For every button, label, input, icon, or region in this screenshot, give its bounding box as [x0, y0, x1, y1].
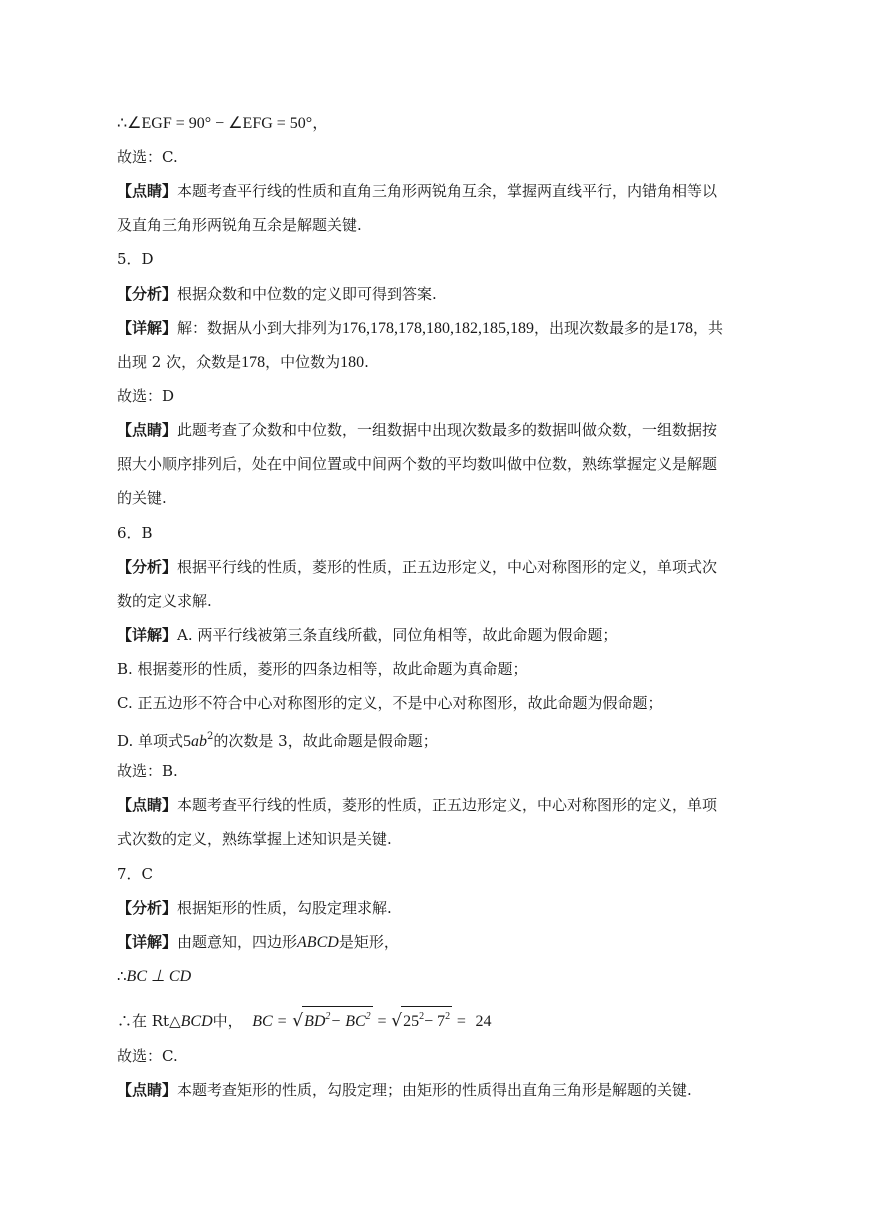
- equation-line: [117, 1006, 747, 1032]
- section-tag: 【详解】: [117, 626, 178, 644]
- sqrt-icon: √: [292, 1011, 304, 1031]
- comment-line: [117, 1080, 747, 1100]
- paragraph-text: A. 两平行线被第三条直线所截，同位角相等，故此命题为假命题；: [177, 626, 618, 644]
- exponent: 2: [419, 1011, 425, 1022]
- section-tag: 【分析】: [117, 558, 178, 576]
- triangle-name: BCD: [180, 1013, 213, 1030]
- detail-line: [117, 727, 747, 752]
- paragraph-text: 此题考查了众数和中位数，一组数据中出现次数最多的数据叫做众数，一组数据按: [177, 421, 718, 439]
- radicand: [401, 1006, 452, 1032]
- paragraph-text: 的关键.: [117, 489, 167, 507]
- analysis-line: [117, 557, 747, 577]
- detail-line: [117, 625, 747, 645]
- variable: ab: [191, 733, 208, 750]
- sqrt-icon: √: [391, 1011, 403, 1031]
- section-tag: 【详解】: [117, 933, 178, 951]
- paragraph-text: ，共: [693, 319, 724, 337]
- term: 25: [403, 1013, 420, 1030]
- paragraph-text: 本题考查平行线的性质，菱形的性质，正五边形定义，中心对称图形的定义，单项: [177, 796, 718, 814]
- term: BD: [304, 1013, 326, 1030]
- answer-line: 故选：C.: [117, 1047, 178, 1065]
- paragraph-text: 数的定义求解.: [117, 592, 212, 610]
- coefficient: 5: [183, 733, 192, 750]
- equation-text: ∴∠EGF = 90° − ∠EFG = 50°，: [117, 115, 329, 132]
- paragraph-text: 本题考查平行线的性质和直角三角形两锐角互余，掌握两直线平行，内错角相等以: [177, 182, 718, 200]
- paragraph-text: 由题意知，四边形: [177, 933, 298, 951]
- median-value: 180: [340, 354, 365, 371]
- section-tag: 【详解】: [117, 319, 178, 337]
- exponent: 2: [445, 1011, 451, 1022]
- paragraph-text: .: [364, 353, 369, 371]
- paragraph-text: 照大小顺序排列后，处在中间位置或中间两个数的平均数叫做中位数，熟练掌握定义是解题: [117, 455, 718, 473]
- question-number: 5．D: [117, 250, 154, 268]
- section-tag: 【点睛】: [117, 182, 178, 200]
- data-list: 176,178,178,180,182,185,189: [342, 320, 535, 337]
- therefore-symbol: ∴: [117, 967, 127, 985]
- section-tag: 【分析】: [117, 899, 178, 917]
- term: − BC: [330, 1013, 366, 1030]
- comment-line: [117, 420, 747, 440]
- paragraph-text: ，出现次数最多的是: [534, 319, 670, 337]
- paragraph-text: 是矩形，: [338, 933, 399, 951]
- comment-line: [117, 795, 747, 815]
- perpendicular-expression: BC ⊥ CD: [126, 968, 192, 985]
- equation-line: [117, 966, 747, 987]
- section-tag: 【点睛】: [117, 421, 178, 439]
- paragraph-text: 根据平行线的性质，菱形的性质，正五边形定义，中心对称图形的定义，单项式次: [177, 558, 718, 576]
- paragraph-text: 的次数是 3，故此命题是假命题；: [213, 732, 438, 750]
- value: 178: [669, 320, 694, 337]
- comment-line: [117, 181, 747, 201]
- question-number: 6．B: [117, 524, 153, 542]
- equals-sign: =: [377, 1013, 387, 1030]
- paragraph-text: 出现 2 次，众数是: [117, 353, 242, 371]
- answer-line: 故选：C.: [117, 148, 178, 166]
- paragraph-text: C. 正五边形不符合中心对称图形的定义，不是中心对称图形，故此命题为假命题；: [117, 694, 663, 712]
- paragraph-text: ∴在 Rt△: [117, 1012, 181, 1030]
- detail-line: [117, 352, 747, 373]
- section-tag: 【分析】: [117, 285, 178, 303]
- paragraph-text: B. 根据菱形的性质，菱形的四条边相等，故此命题为真命题；: [117, 660, 528, 678]
- section-tag: 【点睛】: [117, 796, 178, 814]
- exponent: 2: [325, 1011, 331, 1022]
- detail-line: [117, 932, 747, 953]
- equation-line: [117, 114, 747, 134]
- paragraph-text: 及直角三角形两锐角互余是解题关键.: [117, 216, 362, 234]
- paragraph-text: 解：数据从小到大排列为: [177, 319, 343, 337]
- result-value: 24: [475, 1013, 492, 1030]
- detail-line: [117, 318, 747, 339]
- analysis-line: [117, 284, 747, 304]
- mode-value: 178: [241, 354, 266, 371]
- analysis-line: [117, 898, 747, 918]
- answer-line: 故选：B.: [117, 762, 178, 780]
- term: − 7: [424, 1013, 446, 1030]
- paragraph-text: 本题考查矩形的性质，勾股定理；由矩形的性质得出直角三角形是解题的关键.: [177, 1081, 692, 1099]
- equation-lhs: BC =: [252, 1013, 288, 1030]
- equals-sign: =: [456, 1013, 466, 1030]
- answer-line: 故选：D: [117, 387, 175, 405]
- exponent: 2: [365, 1011, 371, 1022]
- paragraph-text: 中，: [212, 1012, 243, 1030]
- question-number: 7．C: [117, 865, 154, 883]
- paragraph-text: 根据众数和中位数的定义即可得到答案.: [177, 285, 437, 303]
- paragraph-text: ，中位数为: [265, 353, 341, 371]
- section-tag: 【点睛】: [117, 1081, 178, 1099]
- paragraph-text: 式次数的定义，熟练掌握上述知识是关键.: [117, 830, 392, 848]
- paragraph-text: D. 单项式: [117, 732, 184, 750]
- paragraph-text: 根据矩形的性质，勾股定理求解.: [177, 899, 392, 917]
- shape-name: ABCD: [297, 934, 339, 951]
- exponent: 2: [207, 731, 214, 742]
- radicand: [302, 1006, 373, 1032]
